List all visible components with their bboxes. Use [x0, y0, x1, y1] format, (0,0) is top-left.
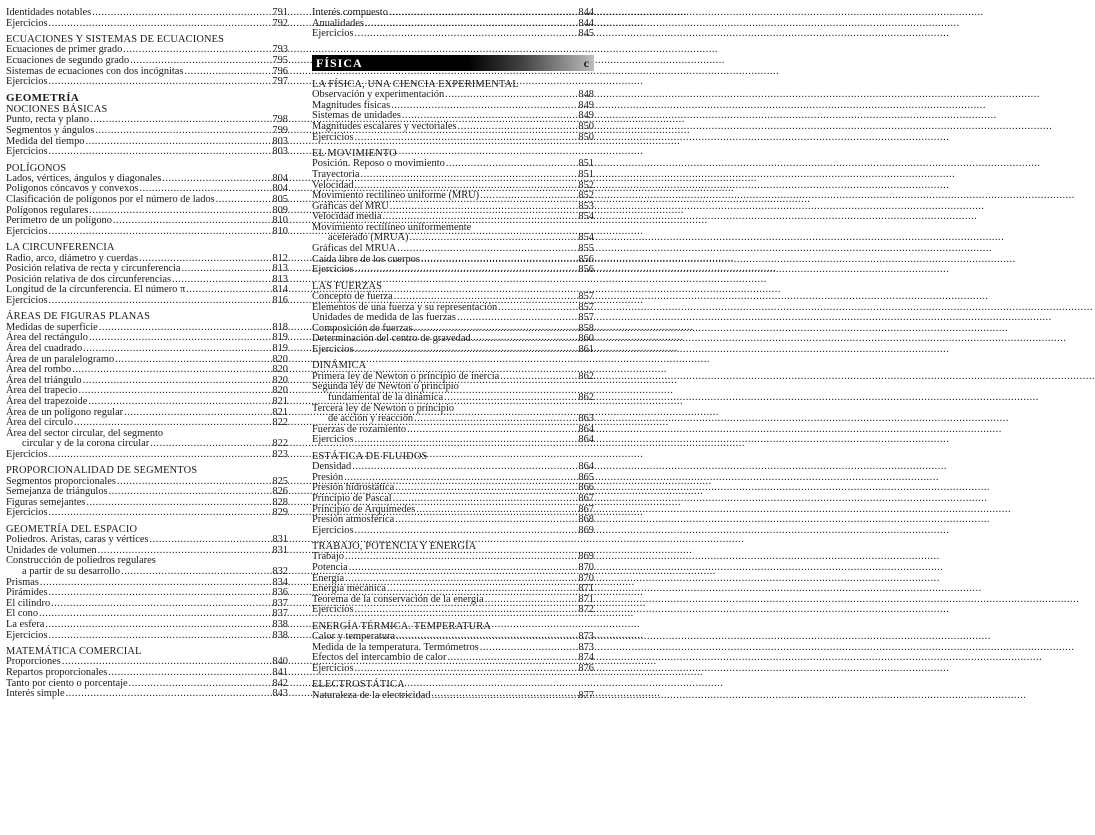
- section-heading: ÁREAS DE FIGURAS PLANAS: [6, 311, 151, 323]
- dot-leader: [49, 508, 269, 519]
- toc-entry-title: Gráficas del MRUA: [312, 243, 397, 255]
- toc-entry-title: Presión atmosférica: [312, 514, 395, 526]
- toc-entry-title: Longitud de la circunferencia. El número π: [6, 284, 186, 296]
- toc-entry-title: Medidas de superficie: [6, 321, 98, 333]
- toc-entry-title: Ejercicios: [6, 295, 48, 307]
- toc-entry-page-number: 832: [272, 566, 288, 578]
- toc-entry-page-number: 871: [578, 583, 594, 595]
- toc-entry-title: Área de un polígono regular: [6, 406, 124, 418]
- toc-entry-page-number: 876: [578, 663, 594, 675]
- toc-entry-page-number: 841: [272, 666, 288, 678]
- toc-entry-title: Observación y experimentación: [312, 89, 445, 101]
- dot-leader: [83, 344, 269, 355]
- toc-entry-title: Prismas: [6, 576, 39, 588]
- toc-entry-page-number: 874: [578, 652, 594, 664]
- toc-entry-title: Identidades notables: [6, 7, 92, 18]
- section-heading: EL MOVIMIENTO: [312, 147, 397, 159]
- dot-leader: [444, 393, 575, 404]
- toc-entry-title: Fuerzas de rozamiento: [312, 423, 407, 435]
- toc-entry-title: Polígonos regulares: [6, 204, 89, 216]
- toc-entry-page-number: 861: [578, 344, 594, 356]
- section-heading: GEOMETRÍA DEL ESPACIO: [6, 523, 138, 535]
- toc-entry-title: Ecuaciones de segundo grado: [6, 54, 130, 66]
- topic-banner-fisica: [312, 55, 594, 71]
- toc-entry-title: Área del sector circular, del segmento: [6, 427, 164, 439]
- toc-entry-title: Área de un paralelogramo: [6, 353, 115, 365]
- toc-entry-page-number: 831: [272, 544, 288, 556]
- toc-entry: [312, 526, 594, 537]
- dot-leader: [49, 147, 269, 158]
- toc-entry-page-number: 852: [578, 190, 594, 202]
- toc-entry-page-number: 796: [272, 65, 288, 77]
- toc-entry-page-number: 805: [272, 194, 288, 206]
- toc-entry-title: La esfera: [6, 619, 45, 631]
- toc-entry-page-number: 851: [578, 158, 594, 170]
- toc-entry-page-number: 813: [272, 263, 288, 275]
- dot-leader: [130, 56, 269, 67]
- toc-entry-title: Segmentos proporcionales: [6, 475, 116, 487]
- dot-leader: [355, 435, 575, 446]
- section-heading: ELECTROSTÁTICA: [312, 679, 405, 691]
- toc-entry-page-number: 820: [272, 385, 288, 397]
- toc-entry-page-number: 823: [272, 448, 288, 460]
- dot-leader: [393, 494, 575, 505]
- chapter-heading: GEOMETRÍA: [6, 91, 80, 104]
- topic-banner-mark: c: [583, 55, 590, 70]
- toc-entry-page-number: 854: [578, 211, 594, 223]
- dot-leader: [49, 631, 269, 642]
- toc-entry-title: Ecuaciones de primer grado: [6, 44, 123, 56]
- toc-entry-title: Potencia: [312, 562, 348, 574]
- toc-entry-page-number: 844: [578, 17, 594, 29]
- toc-entry: [312, 494, 594, 505]
- toc-entry-title: Pirámides: [6, 587, 48, 599]
- dot-leader: [66, 689, 269, 700]
- toc-entry-page-number: 866: [578, 482, 594, 494]
- dot-leader: [49, 77, 269, 88]
- toc-entry-page-number: 867: [578, 503, 594, 515]
- toc-entry-title: Caída libre de los cuerpos: [312, 253, 420, 265]
- toc-entry-page-number: 797: [272, 76, 288, 88]
- toc-entry-page-number: 845: [578, 28, 594, 40]
- toc-entry-title: Naturaleza de la electricidad: [312, 689, 431, 701]
- toc-entry-title: Densidad: [312, 461, 352, 473]
- toc-entry-title: Interés compuesto: [312, 7, 388, 18]
- right-column-top-entries: [312, 8, 594, 40]
- toc-entry-title: El cilindro: [6, 597, 51, 609]
- toc-entry-page-number: 864: [578, 434, 594, 446]
- toc-entry-page-number: 836: [272, 587, 288, 599]
- toc-entry-title: Ejercicios: [6, 17, 48, 29]
- section-heading: ENERGÍA TÉRMICA. TEMPERATURA: [312, 620, 492, 632]
- toc-entry: [6, 631, 288, 642]
- toc-entry-page-number: 844: [578, 7, 594, 18]
- toc-entry-page-number: 864: [578, 423, 594, 435]
- right-column: [312, 8, 594, 701]
- toc-entry-title: Figuras semejantes: [6, 496, 86, 508]
- toc-entry-page-number: 855: [578, 243, 594, 255]
- toc-entry-title: Presión: [312, 471, 344, 483]
- section-heading: LAS FUERZAS: [312, 280, 383, 292]
- toc-entry-title: Ejercicios: [6, 629, 48, 641]
- toc-entry-title: Área del círculo: [6, 417, 73, 429]
- toc-entry: [312, 691, 594, 702]
- toc-entry-page-number: 804: [272, 183, 288, 195]
- toc-entry-page-number: 828: [272, 496, 288, 508]
- toc-entry-page-number: 798: [272, 114, 288, 126]
- dot-leader: [92, 8, 269, 19]
- dot-leader: [88, 397, 269, 408]
- toc-entry-title: Área del cuadrado: [6, 342, 83, 354]
- toc-entry: [6, 668, 288, 679]
- toc-entry-page-number: 822: [272, 417, 288, 429]
- toc-entry-title: Ejercicios: [312, 524, 354, 536]
- toc-entry-title: Tanto por ciento o porcentaje: [6, 677, 128, 689]
- toc-entry-title: Principio de Pascal: [312, 492, 392, 504]
- toc-entry-title: Polígonos cóncavos y convexos: [6, 183, 139, 195]
- toc-entry-title: Ejercicios: [6, 225, 48, 237]
- toc-entry-title: a partir de su desarrollo: [22, 566, 121, 578]
- toc-entry: [6, 77, 288, 88]
- toc-entry-page-number: 837: [272, 597, 288, 609]
- toc-entry-title: Energía mecánica: [312, 583, 386, 595]
- toc-entry: [312, 605, 594, 616]
- toc-entry-title: Ejercicios: [6, 146, 48, 158]
- dot-leader: [500, 372, 575, 383]
- dot-leader: [355, 265, 575, 276]
- toc-entry-title: Magnitudes escalares y vectoriales: [312, 120, 457, 132]
- toc-entry-page-number: 854: [578, 232, 594, 244]
- toc-entry: [6, 296, 288, 307]
- toc-entry-title: Gráficas del MRU: [312, 200, 389, 212]
- toc-entry-page-number: 809: [272, 204, 288, 216]
- dot-leader: [355, 133, 575, 144]
- toc-entry-title: Sistemas de unidades: [312, 110, 401, 122]
- dot-leader: [355, 345, 575, 356]
- dot-leader: [49, 227, 269, 238]
- toc-entry-title: Semejanza de triángulos: [6, 486, 108, 498]
- toc-entry: [6, 450, 288, 461]
- toc-entry: [6, 344, 288, 355]
- toc-entry-title: Ejercicios: [6, 448, 48, 460]
- toc-entry-page-number: 862: [578, 391, 594, 403]
- toc-entry: [6, 126, 288, 137]
- toc-entry-page-number: 856: [578, 264, 594, 276]
- toc-entry-page-number: 804: [272, 172, 288, 184]
- toc-entry-page-number: 795: [272, 54, 288, 66]
- toc-entry-title: Determinación del centro de gravedad: [312, 333, 471, 345]
- toc-entry-title: Repartos proporcionales: [6, 666, 108, 678]
- toc-entry-page-number: 834: [272, 576, 288, 588]
- toc-entry-title: Posición relativa de dos circunferencias: [6, 273, 172, 285]
- toc-entry-title: Unidades de medida de las fuerzas: [312, 312, 456, 324]
- dot-leader: [95, 126, 269, 137]
- toc-entry-page-number: 799: [272, 124, 288, 136]
- section-heading: LA FÍSICA, UNA CIENCIA EXPERIMENTAL: [312, 78, 519, 90]
- toc-entry-title: Lados, vértices, ángulos y diagonales: [6, 172, 162, 184]
- toc-entry-title: Ejercicios: [312, 28, 354, 40]
- dot-leader: [355, 605, 575, 616]
- toc-entry-title: Movimiento rectilíneo uniformemente: [312, 221, 472, 233]
- toc-entry-page-number: 810: [272, 225, 288, 237]
- toc-entry-page-number: 850: [578, 120, 594, 132]
- toc-entry-title: Posición relativa de recta y circunferencia: [6, 263, 181, 275]
- toc-entry-page-number: 843: [272, 688, 288, 700]
- toc-entry-page-number: 821: [272, 406, 288, 418]
- section-heading: ESTÁTICA DE FLUIDOS: [312, 450, 428, 462]
- section-heading: TRABAJO, POTENCIA Y ENERGÍA: [312, 541, 477, 553]
- toc-entry-title: Área del trapecio: [6, 385, 78, 397]
- toc-entry-title: Primera ley de Newton o principio de inercia: [312, 370, 500, 382]
- toc-entry-page-number: 853: [578, 200, 594, 212]
- toc-entry-page-number: 819: [272, 342, 288, 354]
- toc-entry: [6, 227, 288, 238]
- toc-entry: [312, 122, 594, 133]
- toc-entry-page-number: 822: [272, 438, 288, 450]
- toc-entry-title: Anualidades: [312, 17, 364, 29]
- toc-entry-page-number: 858: [578, 322, 594, 334]
- toc-entry-page-number: 862: [578, 370, 594, 382]
- toc-entry: [6, 508, 288, 519]
- toc-entry-title: circular y de la corona circular: [22, 438, 150, 450]
- toc-entry: [312, 435, 594, 446]
- toc-entry-title: Movimiento rectilíneo uniforme (MRU): [312, 190, 480, 202]
- toc-entry-page-number: 820: [272, 374, 288, 386]
- toc-entry-title: Ejercicios: [6, 507, 48, 519]
- toc-entry-title: Tercera ley de Newton o principio: [312, 402, 455, 414]
- toc-entry-page-number: 867: [578, 492, 594, 504]
- toc-entry-page-number: 852: [578, 179, 594, 191]
- toc-entry-title: Punto, recta y plano: [6, 114, 90, 126]
- toc-entry-title: Ejercicios: [6, 76, 48, 88]
- toc-entry-page-number: 849: [578, 99, 594, 111]
- toc-entry-page-number: 864: [578, 461, 594, 473]
- toc-entry-page-number: 812: [272, 252, 288, 264]
- dot-leader: [389, 8, 575, 19]
- toc-entry-page-number: 872: [578, 604, 594, 616]
- toc-entry-page-number: 816: [272, 295, 288, 307]
- toc-entry-title: Energía: [312, 572, 345, 584]
- toc-entry-title: Construcción de poliedros regulares: [6, 555, 156, 567]
- dot-leader: [108, 668, 269, 679]
- toc-entry-page-number: 877: [578, 689, 594, 701]
- toc-entry-title: Interés simple: [6, 688, 65, 700]
- toc-entry-page-number: 838: [272, 619, 288, 631]
- toc-entry-page-number: 848: [578, 89, 594, 101]
- toc-entry-page-number: 829: [272, 507, 288, 519]
- toc-entry-page-number: 820: [272, 364, 288, 376]
- toc-entry-title: Poliedros. Aristas, caras y vértices: [6, 534, 149, 546]
- toc-entry: [6, 147, 288, 158]
- toc-entry-title: Perímetro de un polígono: [6, 215, 112, 227]
- toc-entry-title: Teorema de la conservación de la energía: [312, 593, 484, 605]
- toc-entry-title: Medida de la temperatura. Termómetros: [312, 641, 479, 653]
- section-heading: POLÍGONOS: [6, 162, 67, 174]
- toc-entry-title: Ejercicios: [312, 604, 354, 616]
- toc-entry-title: Composición de fuerzas: [312, 322, 413, 334]
- dot-leader: [355, 29, 575, 40]
- toc-entry-page-number: 865: [578, 471, 594, 483]
- toc-entry-page-number: 837: [272, 608, 288, 620]
- toc-entry: [312, 170, 594, 181]
- toc-entry-page-number: 869: [578, 524, 594, 536]
- toc-entry-page-number: 814: [272, 284, 288, 296]
- toc-entry: [6, 56, 288, 67]
- toc-entry-title: Velocidad media: [312, 211, 382, 223]
- toc-entry-page-number: 842: [272, 677, 288, 689]
- toc-entry-page-number: 810: [272, 215, 288, 227]
- toc-entry: [6, 8, 288, 19]
- toc-entry-title: Ejercicios: [312, 344, 354, 356]
- toc-entry-title: El cono: [6, 608, 39, 620]
- toc-entry-title: Magnitudes físicas: [312, 99, 391, 111]
- toc-entry-page-number: 849: [578, 110, 594, 122]
- toc-entry-title: Elementos de una fuerza y su representación: [312, 301, 498, 313]
- toc-entry-title: Clasificación de polígonos por el número de lados: [6, 194, 215, 206]
- toc-entry-title: Segunda ley de Newton o principio: [312, 381, 459, 393]
- toc-entry-page-number: 838: [272, 629, 288, 641]
- toc-entry-title: Velocidad: [312, 179, 354, 191]
- toc-entry-title: Radio, arco, diámetro y cuerdas: [6, 252, 139, 264]
- section-heading: DINÁMICA: [312, 360, 367, 372]
- left-column: [6, 8, 288, 700]
- section-heading: LA CIRCUNFERENCIA: [6, 242, 115, 254]
- toc-entry-title: Medida del tiempo: [6, 135, 85, 147]
- toc-entry-page-number: 803: [272, 146, 288, 158]
- toc-entry-title: Área del triángulo: [6, 374, 82, 386]
- toc-entry-page-number: 873: [578, 631, 594, 643]
- toc-entry-page-number: 873: [578, 641, 594, 653]
- toc-entry-page-number: 803: [272, 135, 288, 147]
- toc-entry-title: Ejercicios: [312, 663, 354, 675]
- toc-entry-title: Presión hidrostática: [312, 482, 395, 494]
- toc-entry: [312, 664, 594, 675]
- toc-entry-page-number: 871: [578, 593, 594, 605]
- toc-entry-title: Calor y temperatura: [312, 631, 396, 643]
- toc-entry-page-number: 870: [578, 572, 594, 584]
- toc-entry: [312, 345, 594, 356]
- toc-entry-page-number: 813: [272, 273, 288, 285]
- dot-leader: [49, 19, 269, 30]
- toc-entry-title: Área del trapezoide: [6, 395, 88, 407]
- toc-entry-title: Unidades de volumen: [6, 544, 97, 556]
- toc-entry-title: acelerado (MRUA): [328, 232, 409, 244]
- toc-entry-page-number: 819: [272, 332, 288, 344]
- toc-entry-page-number: 857: [578, 291, 594, 303]
- toc-entry: [312, 265, 594, 276]
- toc-entry-page-number: 869: [578, 551, 594, 563]
- toc-entry-title: Concepto de fuerza: [312, 291, 393, 303]
- toc-entry-page-number: 826: [272, 486, 288, 498]
- toc-entry-title: fundamental de la dinámica: [328, 391, 444, 403]
- toc-entry-title: Ejercicios: [312, 434, 354, 446]
- toc-entry: [6, 397, 288, 408]
- toc-entry-page-number: 863: [578, 413, 594, 425]
- section-heading: ECUACIONES Y SISTEMAS DE ECUACIONES: [6, 33, 225, 45]
- section-heading: PROPORCIONALIDAD DE SEGMENTOS: [6, 465, 198, 477]
- toc-entry-title: de acción y reacción: [328, 413, 414, 425]
- toc-entry: [6, 689, 288, 700]
- toc-entry-title: Trayectoria: [312, 168, 360, 180]
- toc-entry-title: Proporciones: [6, 656, 61, 668]
- toc-entry-page-number: 870: [578, 562, 594, 574]
- toc-entry-page-number: 831: [272, 534, 288, 546]
- toc-entry-title: Principio de Arquímedes: [312, 503, 416, 515]
- toc-entry-page-number: 850: [578, 131, 594, 143]
- toc-entry-page-number: 856: [578, 253, 594, 265]
- toc-entry-page-number: 868: [578, 514, 594, 526]
- right-column-entries: [312, 79, 594, 702]
- toc-entry-page-number: 851: [578, 168, 594, 180]
- toc-entry-page-number: 860: [578, 333, 594, 345]
- toc-entry: [312, 8, 594, 19]
- dot-leader: [355, 664, 575, 675]
- toc-entry: [6, 19, 288, 30]
- dot-leader: [432, 691, 575, 702]
- toc-entry-page-number: 840: [272, 656, 288, 668]
- toc-entry-page-number: 792: [272, 17, 288, 29]
- toc-entry-title: Área del rectángulo: [6, 332, 88, 344]
- toc-entry-title: Posición. Reposo o movimiento: [312, 158, 445, 170]
- toc-entry-title: Sistemas de ecuaciones con dos incógnitas: [6, 65, 184, 77]
- dot-leader: [355, 526, 575, 537]
- dot-leader: [458, 122, 575, 133]
- dot-leader: [49, 296, 269, 307]
- toc-entry-page-number: 820: [272, 353, 288, 365]
- toc-entry-title: Ejercicios: [312, 131, 354, 143]
- toc-entry-title: Trabajo: [312, 551, 344, 563]
- toc-entry: [312, 133, 594, 144]
- section-heading: NOCIONES BÁSICAS: [6, 103, 108, 115]
- toc-entry-page-number: 857: [578, 312, 594, 324]
- toc-entry: [312, 393, 594, 404]
- dot-leader: [361, 170, 575, 181]
- toc-entry-page-number: 857: [578, 301, 594, 313]
- toc-entry-title: Segmentos y ángulos: [6, 124, 95, 136]
- toc-entry-page-number: 793: [272, 44, 288, 56]
- dot-leader: [49, 450, 269, 461]
- toc-entry-title: Ejercicios: [312, 264, 354, 276]
- toc-entry-page-number: 821: [272, 395, 288, 407]
- topic-banner-title: FÍSICA: [316, 55, 363, 70]
- toc-entry-title: Efectos del intercambio de calor: [312, 652, 447, 664]
- toc-entry-page-number: 825: [272, 475, 288, 487]
- section-heading: MATEMÁTICA COMERCIAL: [6, 646, 142, 657]
- toc-entry-page-number: 818: [272, 321, 288, 333]
- toc-entry: [312, 29, 594, 40]
- toc-entry-page-number: 791: [272, 7, 288, 18]
- toc-entry-title: Área del rombo: [6, 364, 72, 376]
